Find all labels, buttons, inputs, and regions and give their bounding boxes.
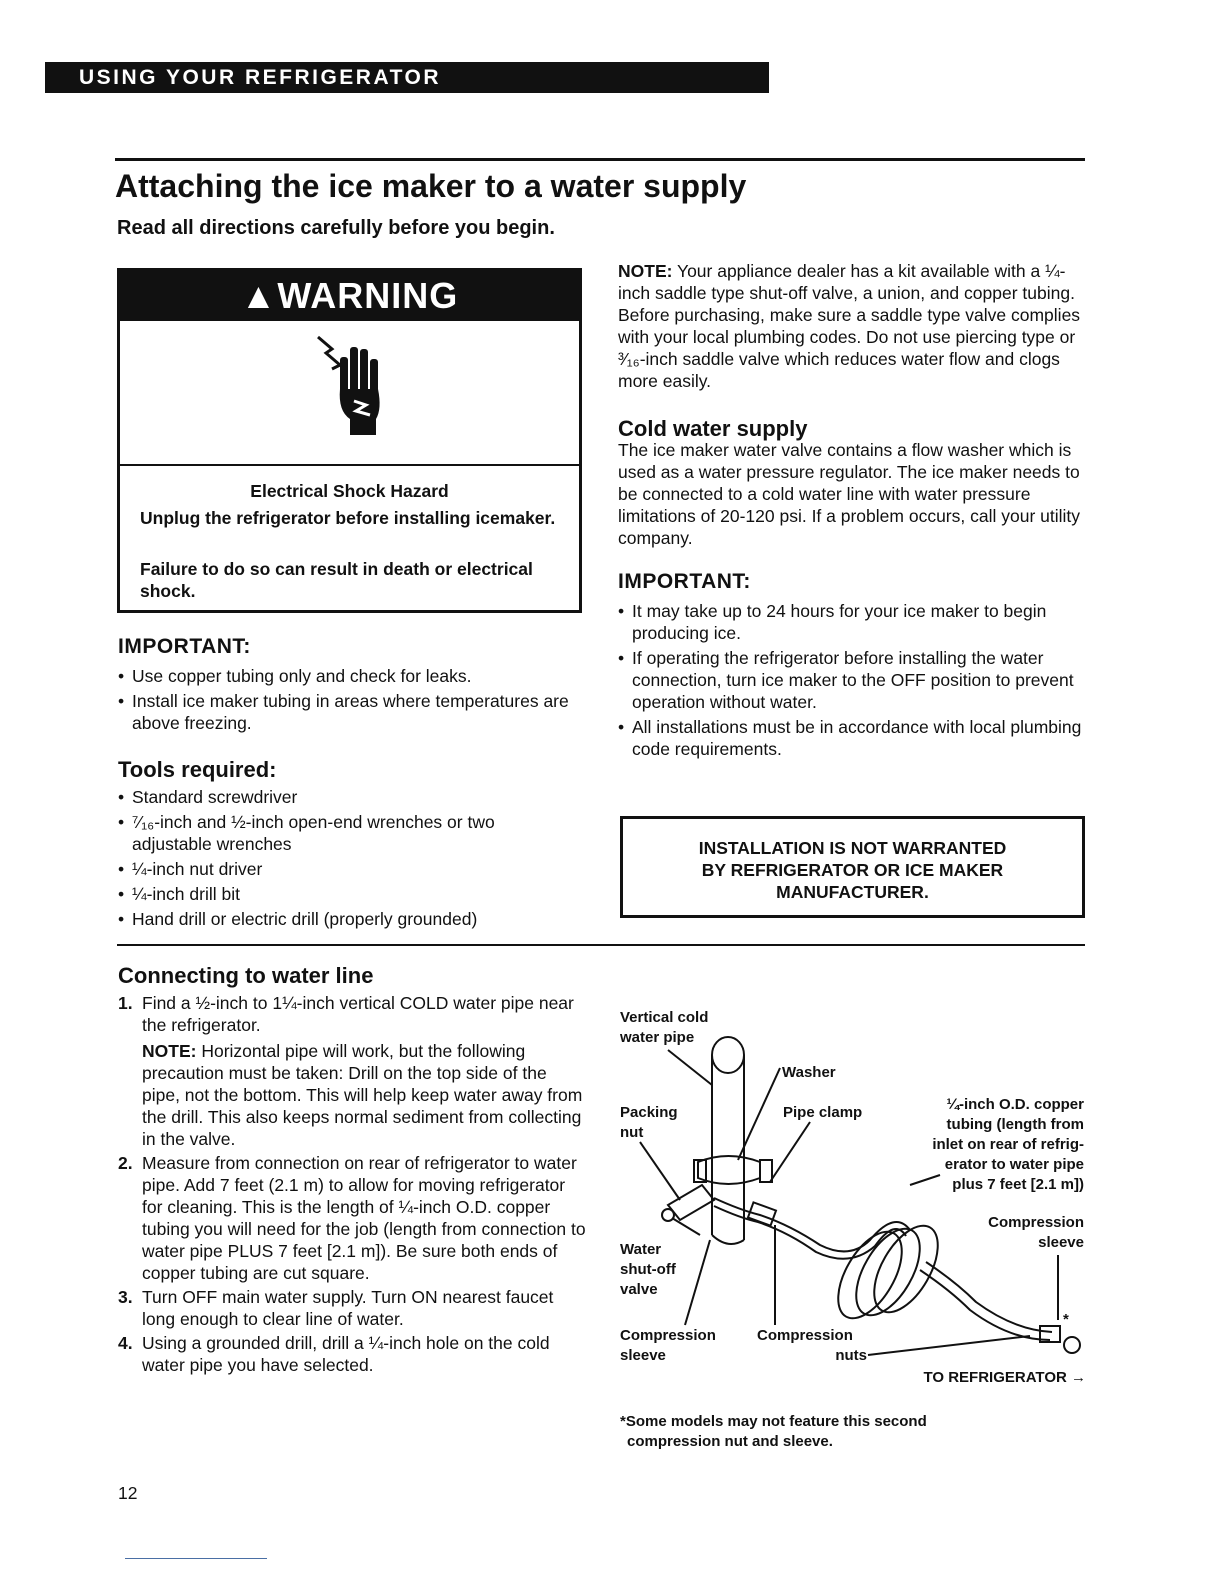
page-subtitle: Read all directions carefully before you begin. (117, 217, 555, 239)
shock-hazard-hand-icon (310, 329, 400, 439)
water-line-diagram (610, 1000, 1095, 1400)
connecting-steps (118, 992, 588, 1378)
step-item (118, 1152, 588, 1284)
cold-water-heading: Cold water supply (618, 416, 808, 441)
list-item: • It may take up to 24 hours for your ice maker to begin producing ice. (618, 600, 1083, 644)
label-pipe-clamp: Pipe clamp (783, 1104, 863, 1121)
warranty-line-2: BY REFRIGERATOR OR ICE MAKER (701, 860, 1004, 880)
label-line: valve (620, 1281, 658, 1298)
warranty-notice-box (620, 816, 1085, 918)
label-line: nuts (835, 1347, 867, 1364)
warning-line-2: Failure to do so can result in death or electrical shock. (140, 559, 533, 601)
step-text: Measure from connection on rear of refrigerator to water pipe. Add 7 feet (2.1 m) to allow for moving refrigerator for cleaning. This is the length of ¼-inch O.D. copper tubing you will need for the job (length from connection to water pipe PLUS 7 feet [2.1 m]). Be sure both ends of copper tubing are cut square. (142, 1153, 586, 1283)
label-line: sleeve (1038, 1234, 1084, 1251)
label-washer: Washer (782, 1064, 836, 1081)
label-line: plus 7 feet [2.1 m]) (952, 1176, 1084, 1193)
label-line: tubing (length from (946, 1116, 1084, 1133)
label-to-refrigerator: TO REFRIGERATOR → (923, 1369, 1086, 1386)
step-note (142, 1040, 588, 1150)
section-banner: USING YOUR REFRIGERATOR (45, 62, 769, 93)
label-line: shut-off (620, 1261, 676, 1278)
step-text: Turn OFF main water supply. Turn ON nearest faucet long enough to clear line of water. (142, 1287, 554, 1329)
important-right-heading: IMPORTANT: (618, 570, 751, 593)
step-item (118, 1286, 588, 1330)
label-line: sleeve (620, 1347, 666, 1364)
list-item: • Use copper tubing only and check for leaks. (118, 665, 588, 687)
step-number: 4. (118, 1333, 133, 1353)
note-text: Your appliance dealer has a kit available with a ¼-inch saddle type shut-off valve, a union, and copper tubing. Before purchasing, make sure a saddle type valve complies with your local plumbing codes. Do not use piercing type or ³⁄₁₆-inch saddle valve which reduces water flow and clogs more easily. (618, 261, 1081, 391)
label-line: erator to water pipe (944, 1156, 1084, 1173)
title-rule (115, 158, 1085, 161)
warranty-line-3: MANUFACTURER. (776, 882, 929, 902)
warning-hazard-title: Electrical Shock Hazard (250, 481, 449, 501)
list-item: • If operating the refrigerator before installing the water connection, turn ice maker to the OFF position to prevent operation without water. (618, 647, 1083, 713)
step-text: Find a ½-inch to 1¼-inch vertical COLD water pipe near the refrigerator. (142, 993, 574, 1035)
label-vertical-pipe (620, 1008, 708, 1048)
warning-heading: WARNING (277, 275, 459, 316)
step-note-label: NOTE: (142, 1041, 197, 1061)
label-line: Compression (620, 1327, 716, 1344)
step-number: 3. (118, 1287, 133, 1307)
footnote-line: *Some models may not feature this second (620, 1413, 927, 1430)
label-compression-sleeve-right (950, 1213, 1084, 1253)
warning-header (120, 271, 579, 321)
label-line: ¼-inch O.D. copper (946, 1096, 1084, 1113)
list-item: • All installations must be in accordance with local plumbing code requirements. (618, 716, 1083, 760)
warning-divider (120, 464, 579, 466)
list-item: • ⁷⁄₁₆-inch and ½-inch open-end wrenches or two adjustable wrenches (118, 811, 538, 855)
warning-line-1: Unplug the refrigerator before installing icemaker. (140, 508, 556, 528)
warning-triangle-icon: ▲ (240, 275, 278, 316)
label-compression-nuts (757, 1326, 867, 1366)
label-line: Compression (757, 1327, 853, 1344)
list-item: • Standard screwdriver (118, 786, 538, 808)
cold-water-text: The ice maker water valve contains a flow washer which is used as a water pressure regulator. The ice maker needs to be connected to a cold water line with water pressure limitations of 20-120 psi. If a problem occurs, call your utility company. (618, 440, 1080, 548)
list-item: • Hand drill or electric drill (properly grounded) (118, 908, 538, 930)
label-line: Packing (620, 1104, 678, 1121)
label-packing-nut (620, 1103, 678, 1143)
step-number: 2. (118, 1153, 133, 1173)
list-item: • ¼-inch nut driver (118, 858, 538, 880)
label-compression-sleeve-left (620, 1326, 716, 1366)
page-title: Attaching the ice maker to a water supply (115, 168, 747, 204)
step-number: 1. (118, 993, 133, 1013)
page-number: 12 (118, 1483, 138, 1503)
label-line: Water (620, 1241, 662, 1258)
label-line: inlet on rear of refrig- (932, 1136, 1084, 1153)
note-label: NOTE: (618, 261, 673, 281)
section-divider (117, 944, 1085, 946)
label-copper-tubing (892, 1095, 1084, 1195)
label-shutoff-valve (620, 1240, 676, 1300)
list-item: • Install ice maker tubing in areas where temperatures are above freezing. (118, 690, 588, 734)
note-paragraph (618, 260, 1083, 392)
warranty-line-1: INSTALLATION IS NOT WARRANTED (698, 838, 1007, 858)
step-note-text: Horizontal pipe will work, but the following precaution must be taken: Drill on the top side of the pipe, not the bottom. This will help keep water away from the drill. This also keeps normal sediment from collecting in the valve. (142, 1041, 583, 1149)
footnote (620, 1412, 927, 1452)
important-right-list (618, 600, 1083, 763)
important-left-list (118, 665, 588, 737)
bottom-rule (125, 1558, 267, 1559)
connecting-heading: Connecting to water line (118, 963, 374, 988)
list-item: • ¼-inch drill bit (118, 883, 538, 905)
tools-list (118, 786, 538, 933)
label-line: water pipe (620, 1029, 695, 1046)
label-line: Compression (988, 1214, 1084, 1231)
label-line: Vertical cold (620, 1009, 709, 1026)
step-text: Using a grounded drill, drill a ¼-inch hole on the cold water pipe you have selected. (142, 1333, 550, 1375)
tools-heading: Tools required: (118, 757, 277, 782)
label-asterisk: * (1063, 1311, 1069, 1328)
footnote-line: compression nut and sleeve. (627, 1433, 833, 1450)
label-line: nut (620, 1124, 644, 1141)
step-item (118, 1332, 588, 1376)
important-left-heading: IMPORTANT: (118, 635, 251, 658)
warning-box (117, 268, 582, 613)
step-item (118, 992, 588, 1150)
